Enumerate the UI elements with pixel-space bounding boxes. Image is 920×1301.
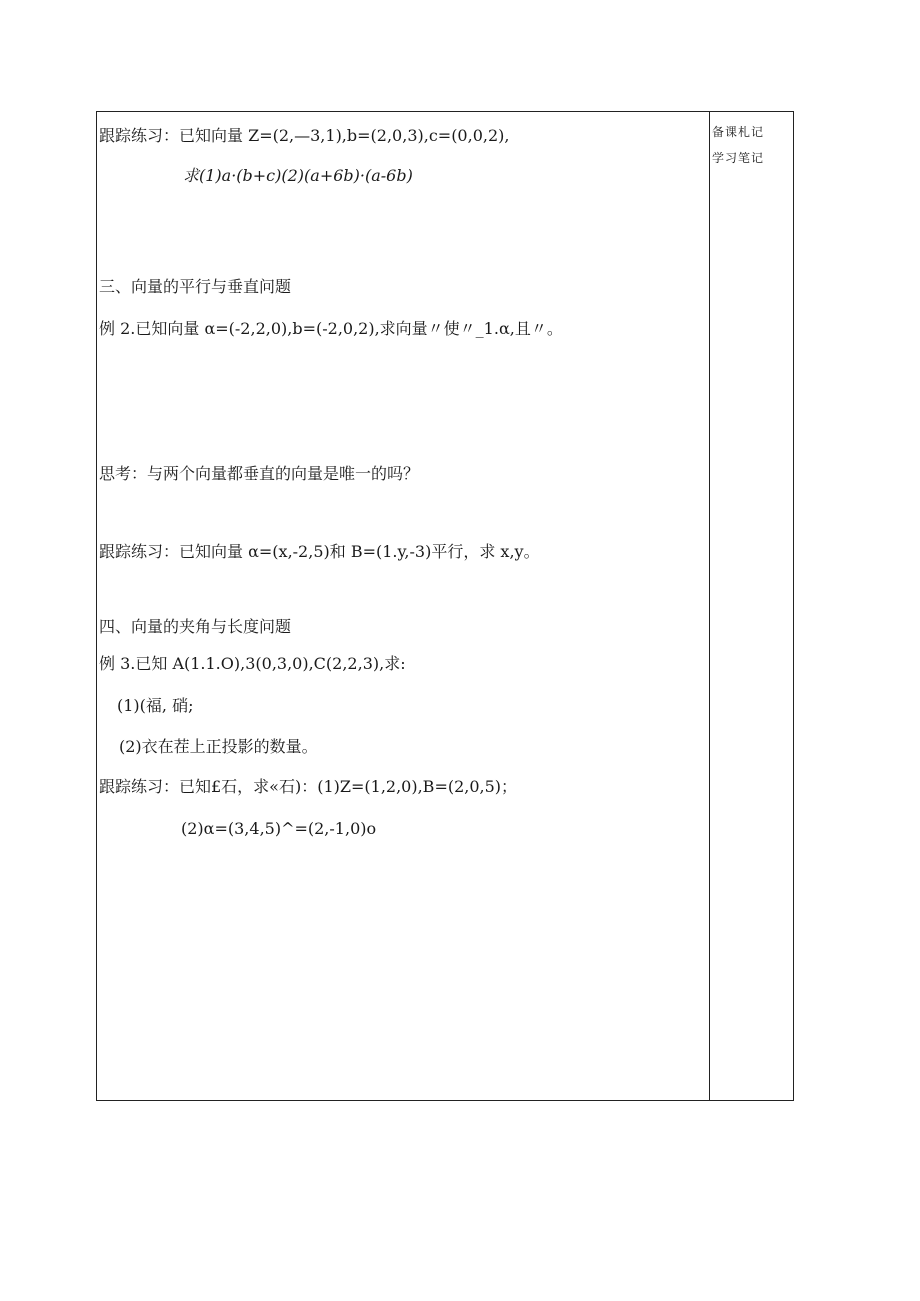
practice3-line1: 跟踪练习：已知£石，求«石)：(1)Z=(1,2,0),B=(2,0,5)； — [99, 777, 518, 796]
section3-heading: 三、向量的平行与垂直问题 — [99, 277, 292, 296]
main-content-column — [97, 112, 710, 1100]
practice3-line2: (2)α=(3,4,5)^=(2,-1,0)o — [181, 819, 377, 838]
notes-column — [710, 112, 793, 1100]
example2-text: 例 2.已知向量 α=(-2,2,0),b=(-2,0,2),求向量〃使〃_1.α,且〃。 — [99, 319, 563, 338]
practice2-text: 跟踪练习：已知向量 α=(x,-2,5)和 B=(1.y,-3)平行，求 x,y。 — [99, 542, 540, 561]
practice1-line1: 跟踪练习：已知向量 Z=(2,—3,1),b=(2,0,3),c=(0,0,2), — [99, 126, 510, 145]
worksheet-table — [96, 111, 794, 1101]
example3-part1: (1)(福, 硝; — [117, 696, 194, 715]
practice1-line2: 求(1)a·(b+c)(2)(a+6b)·(a-6b) — [183, 166, 413, 185]
think-question: 思考：与两个向量都垂直的向量是唯一的吗？ — [99, 464, 420, 483]
section4-heading: 四、向量的夹角与长度问题 — [99, 617, 292, 636]
example3-text: 例 3.已知 A(1.1.O),3(0,3,0),C(2,2,3),求: — [99, 654, 406, 673]
example3-part2: (2)衣在茬上正投影的数量。 — [119, 737, 318, 756]
lesson-notes-label: 备课札记 — [712, 125, 765, 139]
study-notes-label: 学习笔记 — [712, 151, 765, 165]
